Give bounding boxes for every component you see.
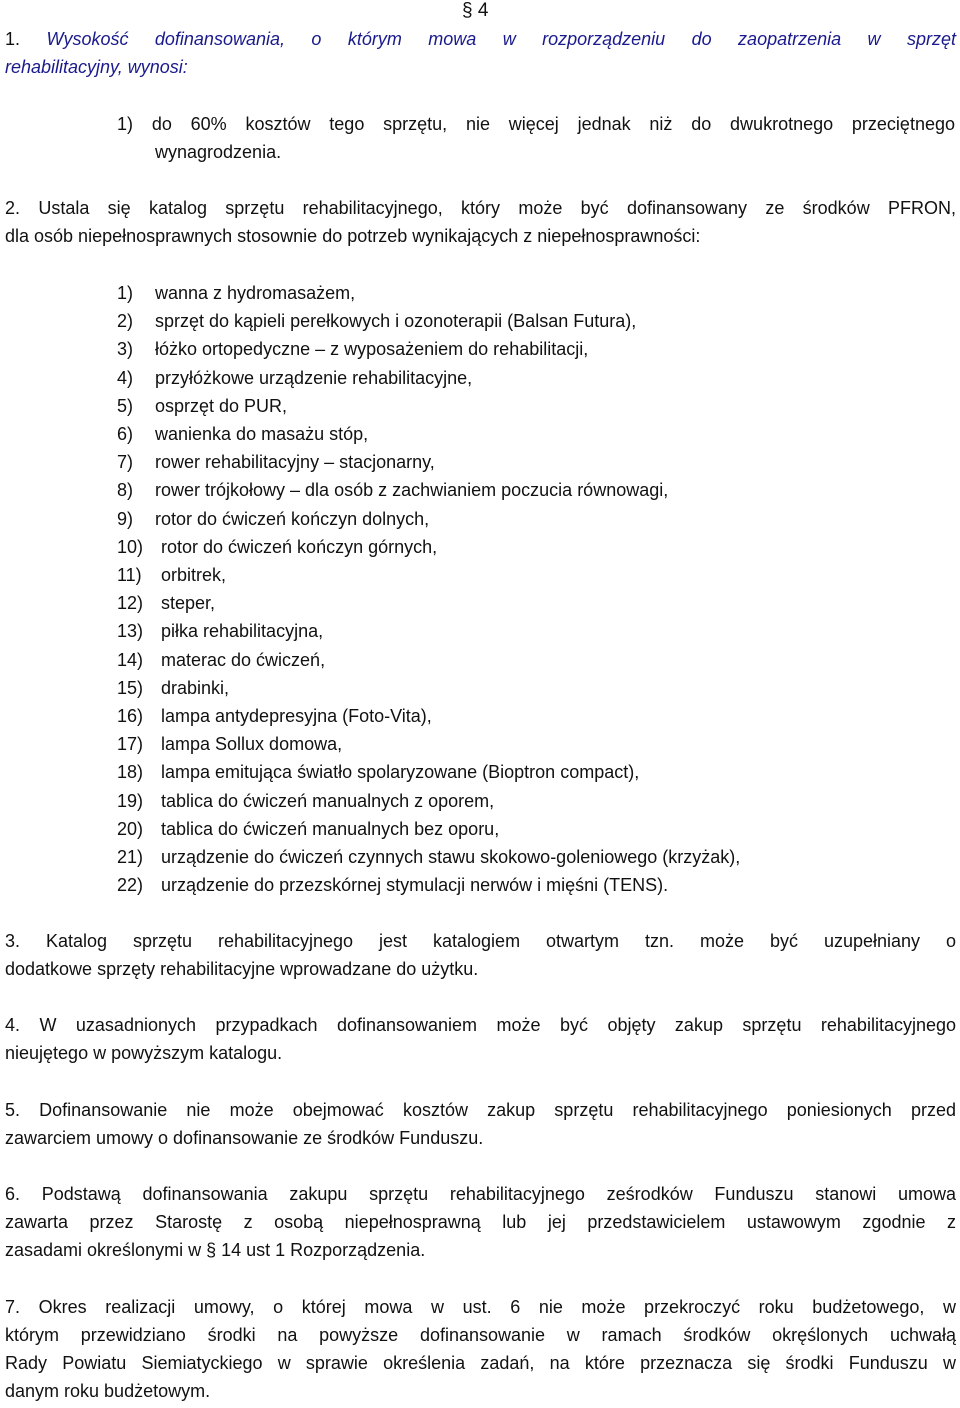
catalog-item-text: wanna z hydromasażem, [155,283,356,303]
paragraph-3-line-1: 3. Katalog sprzętu rehabilitacyjnego jest katalogiem otwartym tzn. może być uzupełniany o [5,931,956,951]
catalog-item-text: urządzenie do przezskórnej stymulacji nerwów i mięśni (TENS). [161,875,669,895]
catalog-item [117,423,368,445]
catalog-item-number: 6) [117,424,134,444]
catalog-item-text: łóżko ortopedyczne – z wyposażeniem do rehabilitacji, [155,339,589,359]
catalog-item [117,818,499,840]
catalog-item-number: 9) [117,509,134,529]
paragraph-4-line-1: 4. W uzasadnionych przypadkach dofinansowaniem może być objęty zakup sprzętu rehabilitacyjnego [5,1015,956,1035]
catalog-item [117,479,668,501]
paragraph-1-item-1-line-2: wynagrodzenia. [155,142,282,162]
catalog-item-text: drabinki, [161,678,230,698]
catalog-item [117,564,226,586]
catalog-item-number: 1) [117,283,134,303]
catalog-item-text: lampa antydepresyjna (Foto-Vita), [161,706,432,726]
paragraph-1-line-2: rehabilitacyjny, wynosi: [5,57,188,77]
catalog-item-text: lampa emitująca światło spolaryzowane (Bioptron compact), [161,762,640,782]
catalog-item-text: rower rehabilitacyjny – stacjonarny, [155,452,435,472]
catalog-item [117,367,472,389]
catalog-item-text: lampa Sollux domowa, [161,734,343,754]
paragraph-1-item-1 [117,113,955,135]
catalog-item-text: przyłóżkowe urządzenie rehabilitacyjne, [155,368,473,388]
paragraph-3-line-2: dodatkowe sprzęty rehabilitacyjne wprowadzane do użytku. [5,959,479,979]
paragraph-1-text: Wysokość dofinansowania, o którym mowa w rozporządzeniu do zaopatrzenia w sprzęt [46,29,956,49]
catalog-item [117,761,639,783]
catalog-item [117,508,429,530]
paragraph-7-line-1: 7. Okres realizacji umowy, o której mowa w ust. 6 nie może przekroczyć roku budżetowego, w [5,1297,956,1317]
catalog-item [117,620,323,642]
catalog-item [117,790,494,812]
paragraph-1-number: 1. [5,29,21,49]
catalog-item-number: 16) [117,706,144,726]
catalog-item-number: 2) [117,311,134,331]
catalog-item-number: 22) [117,875,144,895]
catalog-item [117,677,229,699]
paragraph-1-item-text: do 60% kosztów tego sprzętu, nie więcej jednak niż do dwukrotnego przeciętnego [151,114,955,134]
catalog-item-number: 21) [117,847,144,867]
catalog-item-number: 15) [117,678,144,698]
catalog-item [117,282,355,304]
paragraph-5-line-2: zawarciem umowy o dofinansowanie ze środków Funduszu. [5,1128,484,1148]
catalog-item [117,451,435,473]
catalog-item-number: 11) [117,565,142,585]
paragraph-7-line-2: którym przewidziano środki na powyższe dofinansowanie w ramach środków okręślonych uchwałą [5,1325,956,1345]
catalog-item-number: 3) [117,339,134,359]
paragraph-6-line-3: zasadami określonymi w § 14 ust 1 Rozporządzenia. [5,1240,426,1260]
paragraph-7-line-3: Rady Powiatu Siemiatyckiego w sprawie określenia zadań, na które przeznacza się środki Funduszu w [5,1353,956,1373]
catalog-item-text: tablica do ćwiczeń manualnych bez oporu, [161,819,500,839]
catalog-item-text: wanienka do masażu stóp, [155,424,369,444]
catalog-item-text: osprzęt do PUR, [155,396,288,416]
catalog-item-number: 14) [117,650,144,670]
catalog-item-number: 18) [117,762,144,782]
catalog-item-text: piłka rehabilitacyjna, [161,621,324,641]
catalog-item-text: orbitrek, [161,565,227,585]
catalog-item-number: 20) [117,819,144,839]
catalog-item-number: 13) [117,621,144,641]
catalog-item-number: 10) [117,537,144,557]
catalog-item [117,395,287,417]
catalog-item-text: sprzęt do kąpieli perełkowych i ozonoterapii (Balsan Futura), [155,311,637,331]
paragraph-6-line-2: zawarta przez Starostę z osobą niepełnosprawną lub jej przedstawicielem ustawowym zgodnie z [5,1212,956,1232]
catalog-item-number: 7) [117,452,134,472]
catalog-item-text: rower trójkołowy – dla osób z zachwianiem poczucia równowagi, [155,480,669,500]
paragraph-2-line-2: dla osób niepełnosprawnych stosownie do potrzeb wynikających z niepełnosprawności: [5,226,701,246]
catalog-item-number: 17) [117,734,144,754]
catalog-item-number: 4) [117,368,134,388]
catalog-item [117,733,342,755]
catalog-item [117,536,437,558]
catalog-item [117,592,215,614]
catalog-item-text: materac do ćwiczeń, [161,650,326,670]
paragraph-4-line-2: nieujętego w powyższym katalogu. [5,1043,283,1063]
catalog-item [117,649,325,671]
paragraph-2-line-1: 2. Ustala się katalog sprzętu rehabilitacyjnego, który może być dofinansowany ze środków PFRON, [5,198,956,218]
catalog-item [117,705,432,727]
catalog-item-number: 8) [117,480,134,500]
catalog-item [117,310,636,332]
catalog-item-text: urządzenie do ćwiczeń czynnych stawu skokowo-goleniowego (krzyżak), [161,847,741,867]
catalog-item-text: rotor do ćwiczeń kończyn górnych, [161,537,438,557]
catalog-item [117,874,668,896]
paragraph-7-line-4: danym roku budżetowym. [5,1381,211,1401]
catalog-item-text: steper, [161,593,216,613]
catalog-item-number: 12) [117,593,144,613]
paragraph-5-line-1: 5. Dofinansowanie nie może obejmować kosztów zakup sprzętu rehabilitacyjnego poniesionych przed [5,1100,956,1120]
paragraph-1-line-1 [5,28,956,50]
paragraph-6-line-1: 6. Podstawą dofinansowania zakupu sprzętu rehabilitacyjnego ześrodków Funduszu stanowi umowa [5,1184,956,1204]
catalog-item [117,846,740,868]
paragraph-1-item-number: 1) [117,114,134,134]
catalog-item [117,338,588,360]
catalog-item-number: 19) [117,791,144,811]
section-heading: § 4 [462,0,489,21]
catalog-item-text: tablica do ćwiczeń manualnych z oporem, [161,791,495,811]
catalog-item-number: 5) [117,396,134,416]
catalog-item-text: rotor do ćwiczeń kończyn dolnych, [155,509,430,529]
